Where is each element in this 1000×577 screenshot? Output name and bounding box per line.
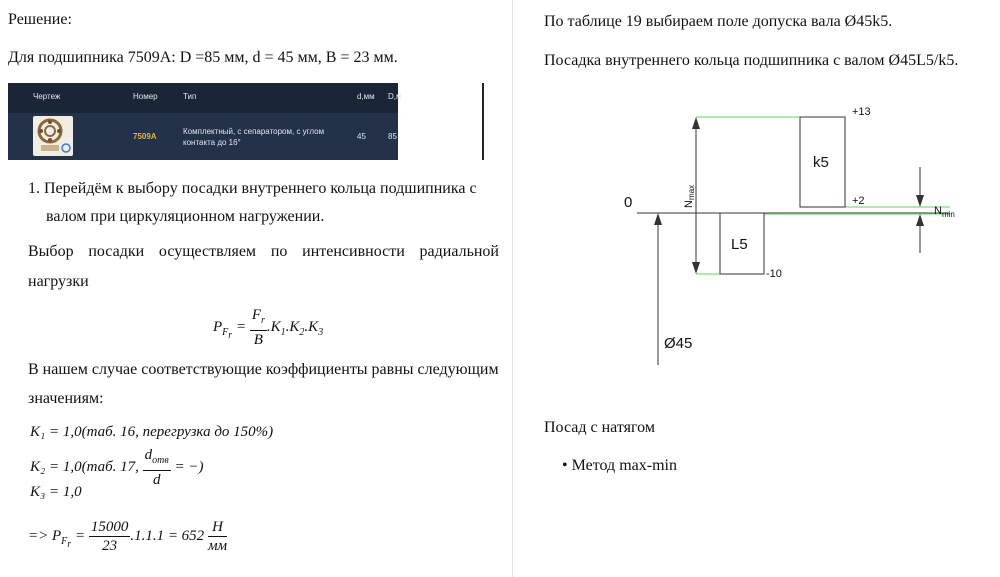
formula-k3: 3 — [318, 326, 324, 338]
fit-type-text: Посад с натягом — [544, 419, 655, 436]
bearing-icon — [33, 116, 73, 156]
bearing-D: 85 — [388, 132, 397, 141]
result-fraction — [89, 518, 131, 555]
k2-frac-num: d — [144, 447, 153, 463]
result-den: 23 — [102, 538, 118, 554]
tolerance-diagram — [600, 95, 980, 385]
nmin-sub: min — [941, 210, 955, 219]
formula-k1-prefix: .K — [266, 318, 281, 335]
result-subsub: r — [67, 538, 72, 550]
result-unit — [208, 518, 227, 555]
k1-line: K₁ = 1,0(таб. 16, перегрузка до 150%) — [30, 424, 274, 440]
k2-frac-num-sub: отв — [152, 455, 169, 466]
nmin-arrow-head-top — [916, 195, 924, 207]
nmin-arrow-head-bottom — [916, 214, 924, 226]
bearing-number: 7509A — [133, 132, 157, 141]
k3-line: K₃ = 1,0 — [30, 484, 82, 500]
col-type: Тип — [183, 92, 197, 101]
nmax-arrow-head-top — [692, 117, 700, 129]
list-item-1-line1: 1. Перейдём к выбору посадки внутреннего кольца подшипника с — [28, 180, 477, 197]
nmax-label — [683, 185, 696, 208]
formula-den: B — [253, 332, 263, 348]
bearing-thumbnail — [33, 116, 73, 156]
formula-p-sub: F — [222, 326, 229, 338]
result-eq: = — [74, 527, 86, 544]
para1-line2: нагрузки — [28, 273, 89, 290]
method-bullet-text: Метод max-min — [571, 457, 677, 474]
bearing-d: 45 — [357, 132, 366, 141]
para2-line2: значениям: — [28, 390, 104, 407]
l5-label: L5 — [731, 236, 748, 253]
vertical-bar — [482, 83, 484, 160]
bearing-type-line1: Комплектный, с сепаратором, с углом — [183, 127, 325, 136]
formula-num: F — [251, 307, 261, 323]
svg-text:Nmax — [683, 185, 696, 208]
formula-k2-prefix: .K — [285, 318, 300, 335]
col-drawing: Чертеж — [33, 92, 61, 101]
nmax-sub: max — [687, 184, 696, 201]
diameter-arrow-head — [654, 213, 662, 225]
k2-fraction — [143, 446, 171, 489]
plus13-label: +13 — [852, 106, 871, 118]
plus2-label: +2 — [852, 195, 865, 207]
solution-heading: Решение: — [8, 11, 72, 28]
k2-frac-den: d — [152, 472, 161, 488]
result-formula — [28, 518, 227, 555]
formula-intensity — [213, 306, 323, 349]
k2-suffix: = −) — [174, 458, 204, 475]
right-line2: Посадка внутреннего кольца подшипника с валом Ø45L5/k5. — [544, 52, 959, 69]
col-d: d,мм — [357, 92, 375, 101]
k2-prefix: K₂ = 1,0(таб. 17, — [30, 458, 139, 475]
formula-k2: 2 — [299, 326, 305, 338]
col-D: D,м — [388, 92, 402, 101]
formula-p: P — [213, 318, 223, 335]
result-mid: .1.1.1 = 652 — [130, 527, 205, 544]
bearing-table-header — [8, 83, 402, 113]
list-item-1-line2: валом при циркуляционном нагружении. — [46, 208, 325, 225]
bullet-dot: • — [562, 457, 568, 474]
nmax-text: N — [683, 200, 695, 208]
k5-label: k5 — [813, 154, 829, 171]
bearing-dimensions: Для подшипника 7509А: D =85 мм, d = 45 мм, B = 23 мм. — [8, 49, 398, 66]
right-line1: По таблице 19 выбираем поле допуска вала Ø45k5. — [544, 13, 893, 30]
formula-k3-prefix: .K — [304, 318, 319, 335]
method-bullet-item — [562, 456, 677, 476]
result-arrow: => P — [28, 527, 62, 544]
col-number: Номер — [133, 92, 158, 101]
bearing-table-image — [8, 83, 402, 160]
para2-line1: В нашем случае соответствующие коэффициенты равны следующим — [28, 361, 499, 378]
k2-line — [30, 446, 203, 489]
formula-fraction — [250, 306, 267, 349]
nmin-text: N — [934, 205, 942, 217]
formula-k1: 1 — [280, 326, 286, 338]
formula-p-subsub: r — [228, 329, 233, 341]
column-divider — [512, 0, 513, 577]
zero-label: 0 — [624, 194, 633, 211]
formula-num-sub: r — [260, 315, 265, 326]
formula-eq: = — [235, 318, 247, 335]
bearing-type-line2: контакта до 16° — [183, 138, 241, 147]
para1-line1: Выбор посадки осуществляем по интенсивности радиальной — [28, 243, 499, 260]
minus10-label: -10 — [766, 268, 782, 280]
nmax-arrow-head-bottom — [692, 262, 700, 274]
diameter-label: Ø45 — [664, 335, 693, 352]
result-unit-den: мм — [207, 538, 228, 554]
result-num: 15000 — [90, 519, 129, 535]
result-sub: F — [61, 535, 68, 547]
result-unit-num: H — [208, 518, 227, 537]
